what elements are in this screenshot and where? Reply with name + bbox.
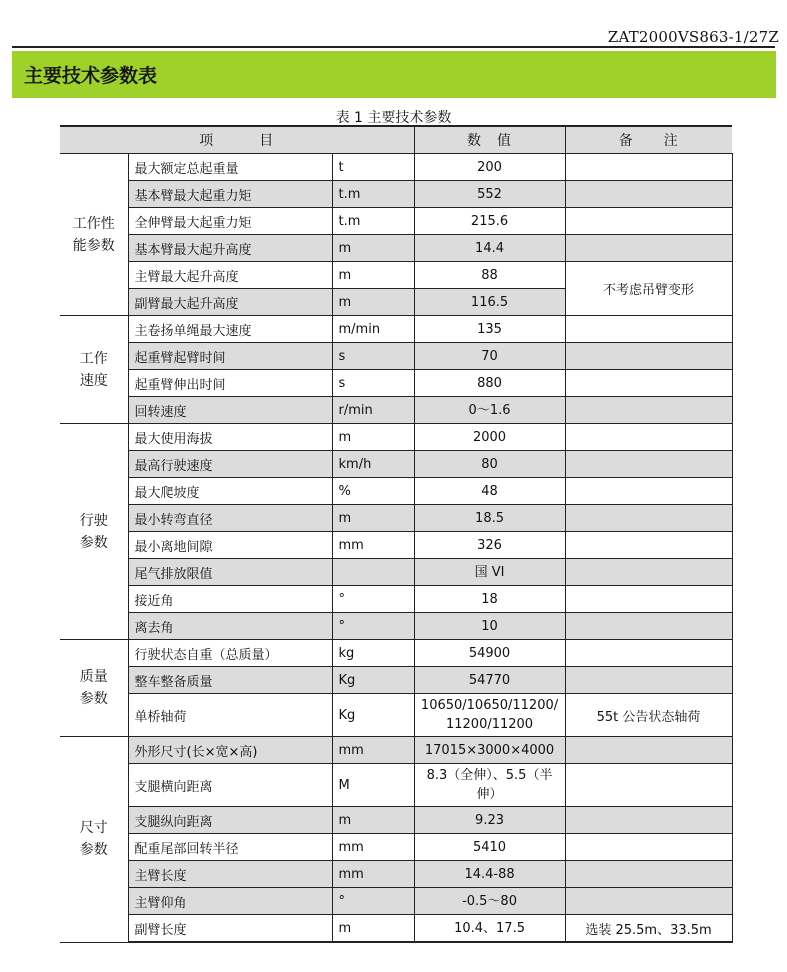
table-row: [60, 834, 732, 861]
group-label-size: [60, 737, 128, 943]
row-note: [565, 613, 732, 640]
row-item: 支腿纵向距离: [128, 807, 332, 834]
row-unit: m/min: [332, 316, 414, 343]
row-item: 最大爬坡度: [128, 478, 332, 505]
row-value: 2000: [414, 424, 565, 451]
row-unit: s: [332, 343, 414, 370]
row-note: [565, 559, 732, 586]
row-unit: m: [332, 505, 414, 532]
row-item: 行驶状态自重（总质量）: [128, 640, 332, 667]
row-value: 135: [414, 316, 565, 343]
table-row: [60, 640, 732, 667]
row-unit: m: [332, 915, 414, 943]
table-row: [60, 532, 732, 559]
row-note: [565, 807, 732, 834]
row-item: 副臂最大起升高度: [128, 289, 332, 316]
table-row: [60, 154, 732, 181]
row-item: 离去角: [128, 613, 332, 640]
group-label-line: 质量: [79, 669, 108, 685]
group-label-line: 工作性: [72, 215, 115, 232]
row-item: 主臂最大起升高度: [128, 262, 332, 289]
group-label-driving: [60, 424, 128, 640]
row-item: 主臂长度: [128, 861, 332, 888]
table-row: [60, 586, 732, 613]
row-note: [565, 834, 732, 861]
header-rule: [12, 46, 775, 48]
table-row: [60, 737, 732, 764]
row-value: 116.5: [414, 289, 565, 316]
row-value: 5410: [414, 834, 565, 861]
row-value: 880: [414, 370, 565, 397]
row-value: 88: [414, 262, 565, 289]
row-value: 54900: [414, 640, 565, 667]
row-unit: M: [332, 764, 414, 807]
row-value: 10: [414, 613, 565, 640]
row-value: 18.5: [414, 505, 565, 532]
row-unit: km/h: [332, 451, 414, 478]
row-unit: t: [332, 154, 414, 181]
row-value: 9.23: [414, 807, 565, 834]
row-unit: m: [332, 289, 414, 316]
row-unit: mm: [332, 737, 414, 764]
row-value: 215.6: [414, 208, 565, 235]
row-note: [565, 505, 732, 532]
table-row: [60, 888, 732, 915]
group-label-work-speed: [60, 316, 128, 424]
row-unit: m: [332, 807, 414, 834]
row-unit: °: [332, 888, 414, 915]
group-label-mass: [60, 640, 128, 737]
row-note: [565, 640, 732, 667]
row-value: 14.4: [414, 235, 565, 262]
row-unit: °: [332, 586, 414, 613]
table-row: [60, 505, 732, 532]
row-unit: t.m: [332, 181, 414, 208]
table-row: [60, 316, 732, 343]
row-item: 最大额定总起重量: [128, 154, 332, 181]
group-label-line: 参数: [79, 691, 108, 707]
row-value: 70: [414, 343, 565, 370]
row-item: 接近角: [128, 586, 332, 613]
table-row: [60, 235, 732, 262]
row-value: 17015×3000×4000: [414, 737, 565, 764]
row-item: 起重臂伸出时间: [128, 370, 332, 397]
row-value: 国 VI: [414, 559, 565, 586]
row-item: 最高行驶速度: [128, 451, 332, 478]
row-item: 回转速度: [128, 397, 332, 424]
table-row: [60, 764, 732, 807]
row-value: 80: [414, 451, 565, 478]
row-note: [565, 154, 732, 181]
row-unit: kg: [332, 640, 414, 667]
row-value: 18: [414, 586, 565, 613]
row-note: [565, 343, 732, 370]
row-unit: mm: [332, 834, 414, 861]
table-row: [60, 667, 732, 694]
section-title: 主要技术参数表: [24, 65, 158, 87]
table-row: [60, 807, 732, 834]
row-note: [565, 888, 732, 915]
row-note: [565, 861, 732, 888]
row-item: 尾气排放限值: [128, 559, 332, 586]
row-item: 基本臂最大起升高度: [128, 235, 332, 262]
row-value: -0.5～80: [414, 888, 565, 915]
group-label-work-performance: [60, 154, 128, 316]
document-code: ZAT2000VS863-1/27Z: [607, 28, 779, 46]
group-label-line: 速度: [79, 372, 108, 389]
table-row: [60, 694, 732, 737]
row-value: 10650/10650/11200/ 11200/11200: [414, 694, 565, 737]
table-row: [60, 343, 732, 370]
table-row: [60, 181, 732, 208]
row-item: 全伸臂最大起重力矩: [128, 208, 332, 235]
parameters-table: [60, 125, 733, 943]
row-note: [565, 208, 732, 235]
row-unit: mm: [332, 532, 414, 559]
group-label-line: 行驶: [79, 512, 108, 529]
row-note: [565, 316, 732, 343]
row-item: 最小离地间隙: [128, 532, 332, 559]
row-item: 最小转弯直径: [128, 505, 332, 532]
row-unit: m: [332, 424, 414, 451]
row-note: [565, 370, 732, 397]
table-row: [60, 613, 732, 640]
row-value: 54770: [414, 667, 565, 694]
table-row: [60, 424, 732, 451]
row-note: 55t 公告状态轴荷: [565, 694, 732, 737]
row-note: [565, 532, 732, 559]
row-note: [565, 235, 732, 262]
row-note: [565, 737, 732, 764]
row-item: 配重尾部回转半径: [128, 834, 332, 861]
row-unit: Kg: [332, 667, 414, 694]
group-label-line: 能参数: [72, 237, 115, 254]
row-unit: [332, 559, 414, 586]
table-row: [60, 451, 732, 478]
row-unit: s: [332, 370, 414, 397]
row-note: [565, 424, 732, 451]
group-label-line: 尺寸: [79, 820, 108, 837]
row-item: 主臂仰角: [128, 888, 332, 915]
row-item: 单桥轴荷: [128, 694, 332, 737]
row-note: [565, 451, 732, 478]
table-row: [60, 478, 732, 505]
row-note: [565, 586, 732, 613]
table-row: [60, 262, 732, 289]
row-item: 最大使用海拔: [128, 424, 332, 451]
row-item: 主卷扬单绳最大速度: [128, 316, 332, 343]
row-value: 14.4-88: [414, 861, 565, 888]
row-unit: r/min: [332, 397, 414, 424]
row-note: [565, 478, 732, 505]
row-unit: %: [332, 478, 414, 505]
row-note: [565, 181, 732, 208]
table-row: [60, 559, 732, 586]
row-note: 选装 25.5m、33.5m: [565, 915, 732, 943]
column-header-value: 数 值: [414, 126, 565, 154]
section-header-bar: [12, 51, 776, 98]
row-item: 支腿横向距离: [128, 764, 332, 807]
row-note: [565, 667, 732, 694]
row-note-merged: 不考虑吊臂变形: [565, 262, 732, 316]
table-row: [60, 861, 732, 888]
row-item: 起重臂起臂时间: [128, 343, 332, 370]
table-row: [60, 370, 732, 397]
row-unit: t.m: [332, 208, 414, 235]
column-header-note: 备 注: [565, 126, 732, 154]
row-item: 基本臂最大起重力矩: [128, 181, 332, 208]
row-unit: Kg: [332, 694, 414, 737]
group-label-line: 工作: [79, 350, 108, 367]
row-item: 外形尺寸(长×宽×高): [128, 737, 332, 764]
row-unit: m: [332, 262, 414, 289]
table-row: [60, 208, 732, 235]
group-label-line: 参数: [79, 534, 108, 551]
row-item: 整车整备质量: [128, 667, 332, 694]
row-unit: °: [332, 613, 414, 640]
group-label-line: 参数: [79, 842, 108, 859]
row-note: [565, 764, 732, 807]
table-header-row: [60, 126, 732, 154]
row-value: 10.4、17.5: [414, 915, 565, 943]
row-value: 0～1.6: [414, 397, 565, 424]
row-note: [565, 397, 732, 424]
row-unit: m: [332, 235, 414, 262]
row-unit: mm: [332, 861, 414, 888]
row-value: 552: [414, 181, 565, 208]
row-item: 副臂长度: [128, 915, 332, 943]
column-header-item: 项 目: [60, 126, 414, 154]
table-row: [60, 915, 732, 943]
row-value: 48: [414, 478, 565, 505]
table-row: [60, 397, 732, 424]
row-value: 326: [414, 532, 565, 559]
row-value: 8.3（全伸）、5.5（半 伸）: [414, 764, 565, 807]
row-value: 200: [414, 154, 565, 181]
table-caption: 表 1 主要技术参数: [335, 110, 452, 126]
